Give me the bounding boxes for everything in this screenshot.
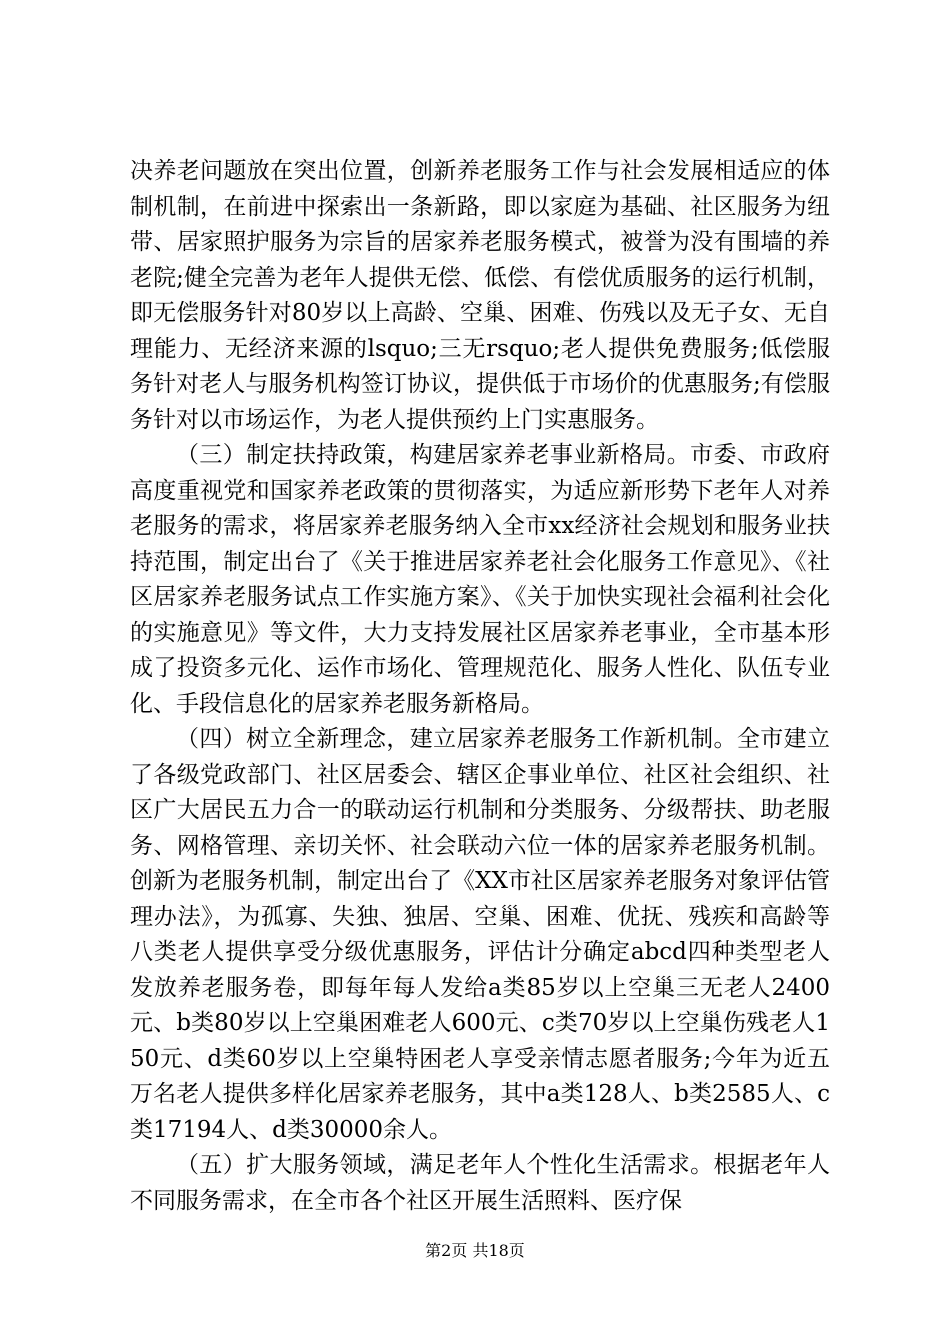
paragraph-2: （三）制定扶持政策，构建居家养老事业新格局。市委、市政府高度重视党和国家养老政策的贯彻落实，为适应新形势下老年人对养老服务的需求，将居家养老服务纳入全市xx经济社会规划和服务业扶持范围，制定出台了《关于推进居家养老社会化服务工作意见》、《社区居家养老服务试点工作实施方案》、《关于加快实现社会福利社会化的实施意见》等文件，大力支持发展社区居家养老事业，全市基本形成了投资多元化、运作市场化、管理规范化、服务人性化、队伍专业化、手段信息化的居家养老服务新格局。 (130, 442, 830, 717)
page-footer: 第2页 共18页 (425, 1241, 525, 1260)
document-body (130, 154, 830, 1219)
paragraph-1: 决养老问题放在突出位置，创新养老服务工作与社会发展相适应的体制机制，在前进中探索出一条新路，即以家庭为基础、社区服务为纽带、居家照护服务为宗旨的居家养老服务模式，被誉为没有围墙的养老院;健全完善为老年人提供无偿、低偿、有偿优质服务的运行机制，即无偿服务针对80岁以上高龄、空巢、困难、伤残以及无子女、无自理能力、无经济来源的lsquo;三无rsquo;老人提供免费服务;低偿服务针对老人与服务机构签订协议，提供低于市场价的优惠服务;有偿服务针对以市场运作，为老人提供预约上门实惠服务。 (130, 158, 830, 433)
paragraph-4: （五）扩大服务领域，满足老年人个性化生活需求。根据老年人不同服务需求，在全市各个社区开展生活照料、医疗保 (130, 1152, 830, 1214)
paragraph-3: （四）树立全新理念，建立居家养老服务工作新机制。全市建立了各级党政部门、社区居委会、辖区企事业单位、社区社会组织、社区广大居民五力合一的联动运行机制和分类服务、分级帮扶、助老服务、网格管理、亲切关怀、社会联动六位一体的居家养老服务机制。创新为老服务机制，制定出台了《XX市社区居家养老服务对象评估管理办法》，为孤寡、失独、独居、空巢、困难、优抚、残疾和高龄等八类老人提供享受分级优惠服务，评估计分确定abcd四种类型老人发放养老服务卷，即每年每人发给a类85岁以上空巢三无老人2400元、b类80岁以上空巢困难老人600元、c类70岁以上空巢伤残老人150元、d类60岁以上空巢特困老人享受亲情志愿者服务;今年为近五万名老人提供多样化居家养老服务，其中a类128人、b类2585人、c类17194人、d类30000余人。 (130, 726, 830, 1143)
